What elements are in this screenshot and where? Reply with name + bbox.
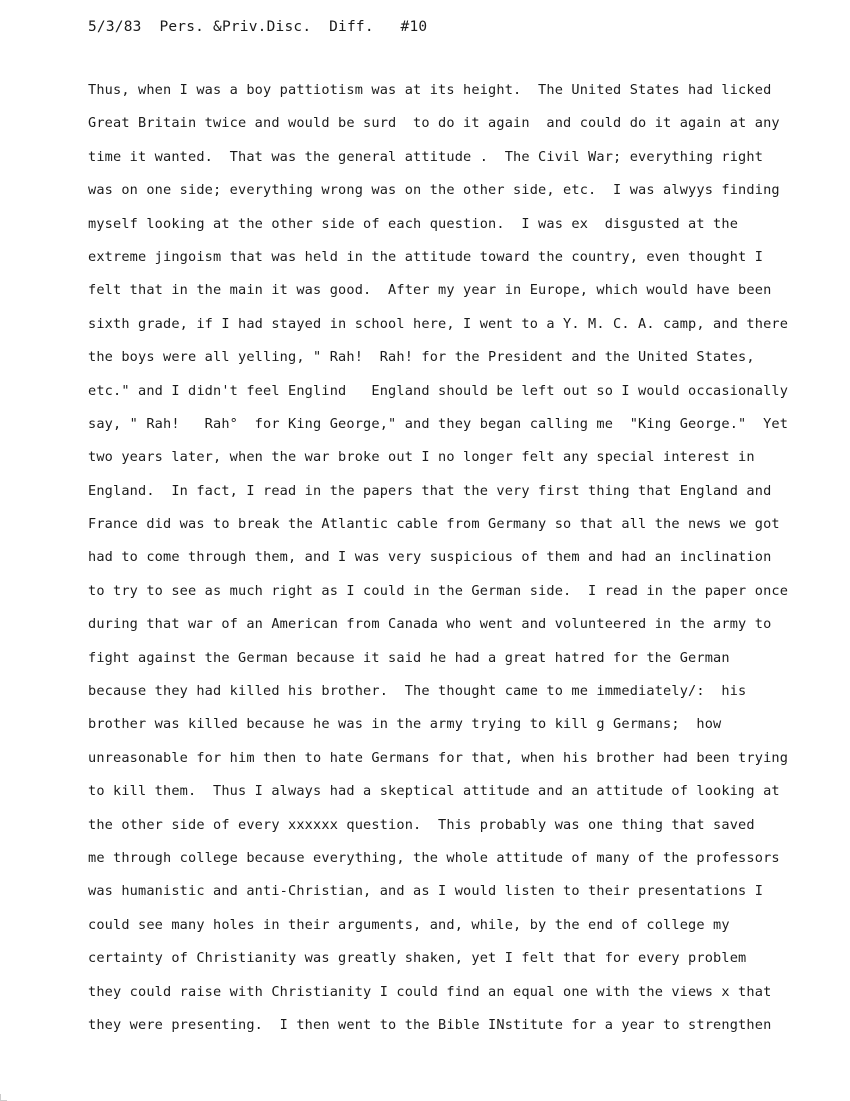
text-line: etc." and I didn't feel Englind England should be left out so I would occasionally (88, 382, 789, 399)
text-line: time it wanted. That was the general attitude . The Civil War; everything right (88, 148, 764, 165)
body-text (88, 80, 808, 1048)
text-line: France did was to break the Atlantic cable from Germany so that all the news we got (88, 516, 780, 533)
text-line: extreme jingoism that was held in the attitude toward the country, even thought I (88, 248, 764, 265)
page-corner-mark (0, 1094, 7, 1101)
text-line: because they had killed his brother. The thought came to me immediately/: his (88, 683, 747, 700)
text-line: certainty of Christianity was greatly shaken, yet I felt that for every problem (88, 950, 747, 967)
text-line: say, " Rah! Rah° for King George," and they began calling me "King George." Yet (88, 415, 789, 432)
text-line: fight against the German because it said he had a great hatred for the German (88, 649, 730, 666)
text-line: was humanistic and anti-Christian, and as I would listen to their presentations I (88, 883, 764, 900)
text-line: the boys were all yelling, " Rah! Rah! for the President and the United States, (88, 349, 755, 366)
text-line: they could raise with Christianity I could find an equal one with the views x that (88, 983, 772, 1000)
text-line: the other side of every xxxxxx question. This probably was one thing that saved (88, 816, 755, 833)
text-line: was on one side; everything wrong was on the other side, etc. I was alwyys finding (88, 182, 780, 199)
text-line: England. In fact, I read in the papers that the very first thing that England and (88, 482, 772, 499)
text-line: Great Britain twice and would be surd to do it again and could do it again at any (88, 115, 780, 132)
text-line: had to come through them, and I was very suspicious of them and had an inclination (88, 549, 772, 566)
text-line: during that war of an American from Canada who went and volunteered in the army to (88, 616, 772, 633)
text-line: Thus, when I was a boy pattiotism was at its height. The United States had licked (88, 82, 772, 98)
text-line: myself looking at the other side of each question. I was ex disgusted at the (88, 215, 739, 232)
text-line: two years later, when the war broke out I no longer felt any special interest in (88, 449, 755, 466)
text-line: unreasonable for him then to hate Germans for that, when his brother had been trying (88, 749, 789, 766)
text-line: brother was killed because he was in the army trying to kill g Germans; how (88, 716, 722, 733)
page-header: 5/3/83 Pers. &Priv.Disc. Diff. #10 (88, 19, 428, 35)
text-line: could see many holes in their arguments, and, while, by the end of college my (88, 916, 730, 933)
text-line: felt that in the main it was good. After my year in Europe, which would have been (88, 282, 772, 299)
text-line: they were presenting. I then went to the Bible INstitute for a year to strengthen (88, 1016, 772, 1033)
text-line: sixth grade, if I had stayed in school here, I went to a Y. M. C. A. camp, and there (88, 315, 789, 332)
text-line: me through college because everything, the whole attitude of many of the professors (88, 849, 780, 866)
text-line: to kill them. Thus I always had a skeptical attitude and an attitude of looking at (88, 783, 780, 800)
text-line: to try to see as much right as I could in the German side. I read in the paper once (88, 582, 789, 599)
